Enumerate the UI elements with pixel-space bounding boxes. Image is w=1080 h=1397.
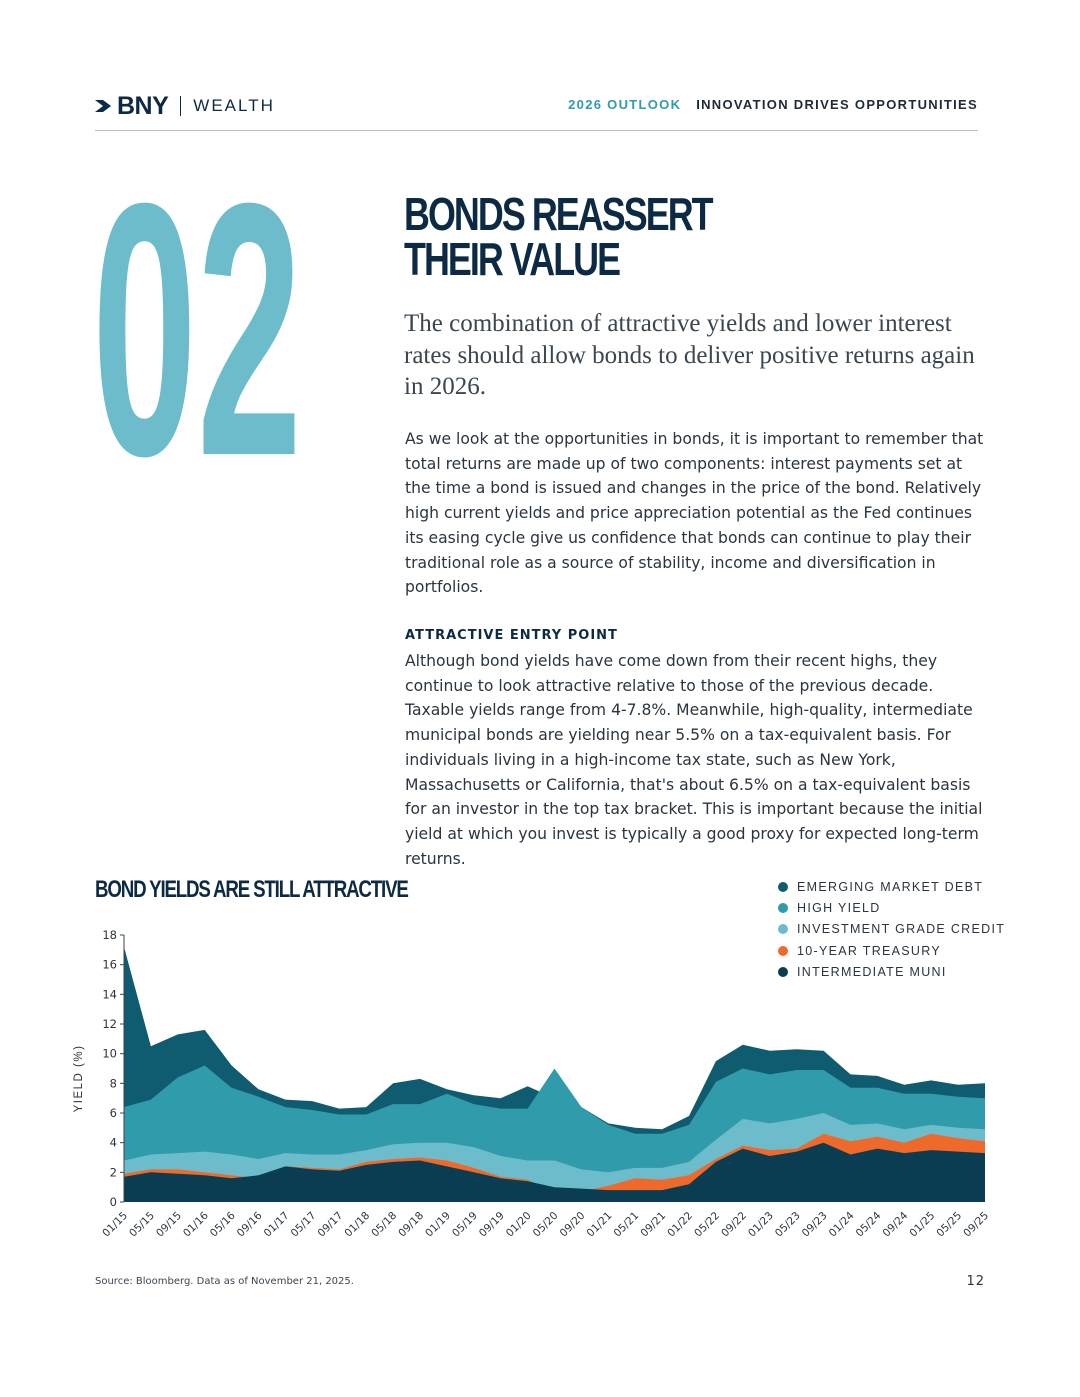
page-number: 12 — [966, 1274, 985, 1289]
legend-label: INTERMEDIATE MUNI — [797, 964, 947, 979]
lede-paragraph: The combination of attractive yields and lower interest rates should allow bonds to deliver positive returns again in 2026. — [404, 310, 975, 400]
x-tick-label: 05/25 — [934, 1209, 965, 1240]
x-tick-label: 05/16 — [207, 1209, 238, 1240]
x-tick-label: 01/17 — [261, 1209, 292, 1240]
x-tick-label: 09/22 — [719, 1209, 749, 1240]
chart-title: BOND YIELDS ARE STILL ATTRACTIVE — [95, 876, 408, 903]
y-tick-label: 0 — [109, 1195, 117, 1209]
x-tick-label: 05/18 — [369, 1209, 400, 1240]
legend-label: EMERGING MARKET DEBT — [797, 879, 984, 894]
arrow-icon — [95, 96, 115, 116]
x-tick-label: 05/15 — [127, 1209, 158, 1240]
section-title-line2: THEIR VALUE — [404, 233, 620, 285]
y-tick-label: 2 — [109, 1165, 117, 1180]
x-tick-label: 05/22 — [692, 1209, 723, 1240]
document-title: INNOVATION DRIVES OPPORTUNITIES — [696, 97, 978, 112]
legend-label: 10-YEAR TREASURY — [797, 943, 941, 958]
x-tick-label: 01/20 — [503, 1209, 534, 1240]
y-tick-label: 14 — [102, 987, 117, 1002]
x-tick-label: 09/15 — [154, 1209, 184, 1240]
x-tick-label: 09/17 — [315, 1209, 346, 1240]
y-tick-label: 8 — [109, 1076, 117, 1091]
page-header — [95, 92, 978, 131]
legend-item — [778, 876, 1005, 897]
x-tick-label: 01/24 — [826, 1209, 857, 1240]
x-tick-label: 09/23 — [799, 1209, 830, 1240]
bond-yield-chart — [60, 920, 1000, 1250]
logo-subtitle: WEALTH — [193, 96, 275, 115]
x-tick-label: 09/21 — [638, 1209, 669, 1240]
x-tick-label: 01/19 — [423, 1209, 453, 1240]
body-paragraph-2: Although bond yields have come down from their recent highs, they continue to look attractive relative to those of the previous decade. Taxable yields range from 4-7.8%. Meanwhile, high-quality, intermediate municipal bonds are yielding near 5.5% on a tax-equivalent basis. For individuals living in a high-income tax state, such as New York, Massachusetts or California, that's about 6.5% on a tax-equivalent basis for an investor in the top tax bracket. This is important because the initial yield at which you invest is typically a good proxy for expected long-term returns. — [405, 652, 983, 868]
y-tick-label: 16 — [102, 957, 117, 972]
legend-label: HIGH YIELD — [797, 900, 881, 915]
x-tick-label: 09/25 — [961, 1209, 992, 1240]
x-tick-label: 05/24 — [853, 1209, 884, 1240]
bny-logo[interactable] — [95, 92, 275, 120]
outlook-label: 2026 OUTLOOK — [568, 97, 682, 112]
x-tick-label: 01/18 — [342, 1209, 373, 1240]
y-tick-label: 18 — [102, 928, 117, 942]
y-axis-label: YIELD (%) — [73, 1044, 85, 1113]
x-tick-label: 09/16 — [234, 1209, 265, 1240]
x-tick-label: 05/19 — [450, 1209, 480, 1240]
x-tick-label: 09/19 — [476, 1209, 507, 1240]
section-title — [404, 188, 712, 285]
x-tick-label: 09/24 — [880, 1209, 911, 1240]
x-tick-label: 01/22 — [665, 1209, 696, 1240]
legend-dot — [778, 903, 788, 913]
x-tick-label: 05/23 — [772, 1209, 803, 1240]
subheading: ATTRACTIVE ENTRY POINT — [405, 628, 618, 643]
section-number-text: 02 — [92, 182, 302, 462]
x-tick-label: 01/16 — [180, 1209, 211, 1240]
y-tick-label: 10 — [102, 1046, 117, 1061]
source-note: Source: Bloomberg. Data as of November 21, 2025. — [95, 1276, 354, 1287]
section-title-line1: BONDS REASSERT — [404, 188, 712, 240]
y-tick-label: 12 — [102, 1017, 117, 1031]
x-tick-label: 09/20 — [557, 1209, 588, 1240]
x-tick-label: 05/21 — [611, 1209, 642, 1240]
logo-text: BNY — [117, 91, 169, 120]
legend-item — [778, 897, 1005, 918]
x-tick-label: 09/18 — [396, 1209, 427, 1240]
header-right — [568, 97, 978, 112]
y-tick-label: 6 — [109, 1106, 117, 1120]
x-tick-label: 05/17 — [288, 1209, 319, 1240]
x-tick-label: 01/25 — [907, 1209, 938, 1240]
x-tick-label: 05/20 — [530, 1209, 561, 1240]
body-paragraph-1: As we look at the opportunities in bonds, it is important to remember that total returns are made up of two components: interest payments set at the time a bond is issued and changes in the price of the bond. Relatively high current yields and price appreciation potential as the Fed continues its easing cycle give us confidence that bonds can continue to play their traditional role as a source of stability, income and diversification in portfolios. — [405, 430, 984, 597]
y-tick-label: 4 — [109, 1135, 117, 1150]
x-tick-label: 01/23 — [745, 1209, 776, 1240]
section-number — [92, 182, 307, 462]
legend-dot — [778, 882, 788, 892]
logo-divider — [180, 96, 181, 116]
x-tick-label: 01/21 — [584, 1209, 615, 1240]
legend-label: INVESTMENT GRADE CREDIT — [797, 922, 1006, 937]
x-tick-label: 01/15 — [100, 1209, 131, 1240]
